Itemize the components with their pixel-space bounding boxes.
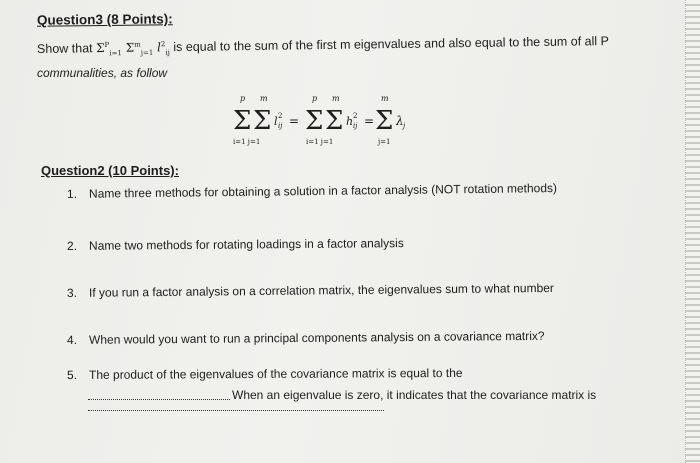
- svg-text:Σ: Σ: [375, 106, 394, 136]
- svg-text:l: l: [274, 115, 278, 128]
- svg-text:=: =: [289, 114, 300, 128]
- answer-blank-1: [88, 399, 230, 400]
- svg-text:i=1 j=1: i=1 j=1: [306, 138, 334, 146]
- item-text: The product of the eigenvalues of the covariance matrix is equal to the: [88, 365, 463, 382]
- inline-sum-formula: $\Sigma^P_{i=1}$ $\Sigma^m_{j=1}$ $l^2_{ij}$: [95, 40, 170, 58]
- svg-text:m: m: [332, 94, 340, 103]
- item-number: 5.: [66, 367, 78, 382]
- item-number: 1.: [66, 186, 78, 201]
- svg-text:Σ: Σ: [233, 106, 252, 136]
- item5-continuation: When an eigenvalue is zero, it indicates that the covariance matrix is: [232, 388, 597, 402]
- svg-text:ij: ij: [278, 122, 283, 130]
- svg-text:m: m: [260, 94, 268, 103]
- svg-text:m: m: [381, 94, 389, 103]
- list-item: [67, 329, 545, 347]
- question3-statement: [37, 34, 609, 58]
- svg-text:p: p: [312, 94, 318, 103]
- svg-text:Σ: Σ: [305, 106, 324, 136]
- svg-text:2: 2: [353, 112, 358, 120]
- statement-suffix: is equal to the sum of the first m eigenvalues and also equal to the sum of all P: [173, 34, 610, 55]
- answer-blank-2: [88, 410, 384, 411]
- question3-statement-continued: communalities, as follow: [37, 66, 168, 80]
- list-item: [67, 236, 404, 253]
- item-text: When would you want to run a principal components analysis on a covariance matrix?: [88, 328, 545, 347]
- sum-identity-formula: [228, 92, 418, 148]
- item-number: 3.: [66, 285, 78, 300]
- item-number: 4.: [66, 332, 78, 347]
- list-item: [67, 366, 463, 382]
- item-number: 2.: [66, 238, 78, 253]
- item-text: Name three methods for obtaining a solution in a factor analysis (NOT rotation methods): [88, 181, 558, 201]
- item-text: If you run a factor analysis on a correlation matrix, the eigenvalues sum to what number: [88, 280, 554, 300]
- svg-text:i=1 j=1: i=1 j=1: [233, 138, 261, 146]
- svg-text:ij: ij: [353, 122, 358, 130]
- statement-prefix: Show that: [36, 41, 93, 56]
- svg-text:2: 2: [278, 112, 283, 120]
- item-text: Name two methods for rotating loadings in a factor analysis: [88, 236, 404, 253]
- notebook-edge: [685, 0, 700, 463]
- svg-text:λ: λ: [396, 114, 404, 128]
- svg-text:=: =: [364, 114, 375, 128]
- list-item: [67, 281, 554, 300]
- svg-text:j=1: j=1: [378, 138, 391, 146]
- svg-text:Σ: Σ: [253, 106, 272, 136]
- svg-text:Σ: Σ: [325, 106, 344, 136]
- svg-text:p: p: [240, 94, 246, 103]
- question3-heading: Question3 (8 Points):: [36, 11, 173, 28]
- list-item: [67, 181, 557, 201]
- question2-heading: Question2 (10 Points):: [41, 163, 179, 178]
- svg-text:h: h: [346, 115, 354, 128]
- svg-text:j: j: [403, 122, 406, 130]
